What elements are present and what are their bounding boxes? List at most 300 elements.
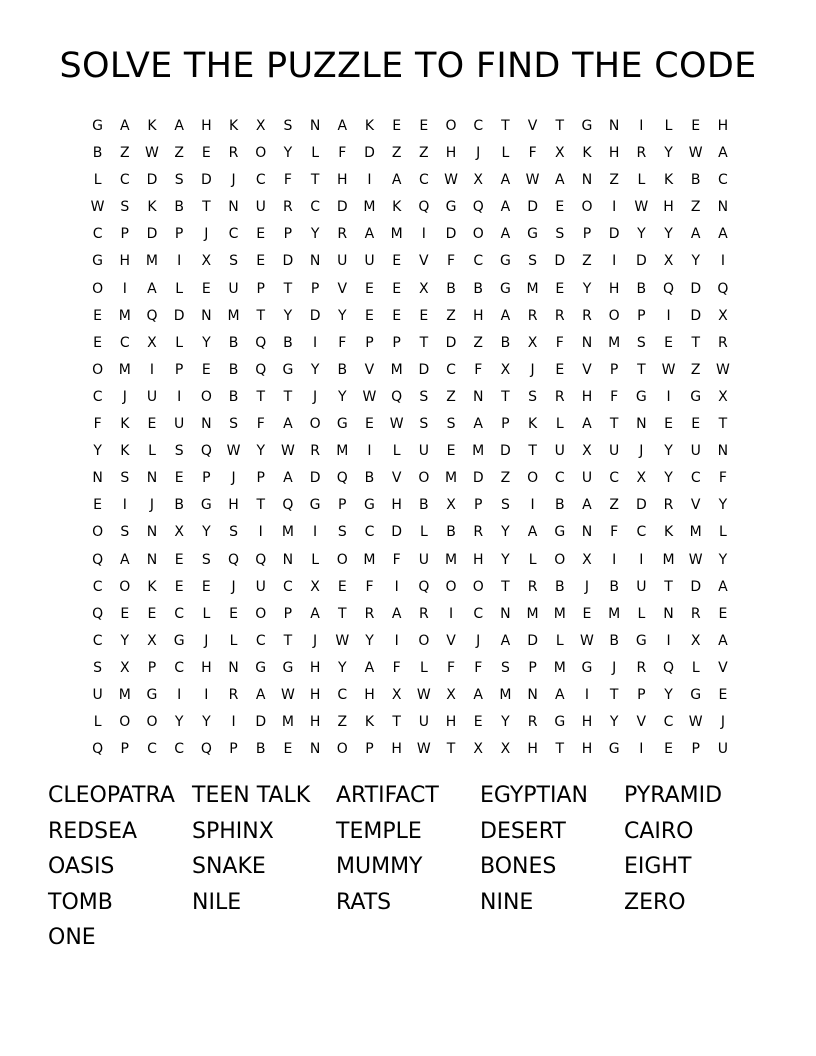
grid-letter[interactable]: J [612, 659, 617, 676]
grid-letter[interactable]: E [446, 443, 456, 460]
grid-letter[interactable]: O [200, 388, 212, 405]
grid-letter[interactable]: X [119, 659, 130, 676]
grid-letter[interactable]: L [93, 172, 102, 189]
grid-letter[interactable]: V [690, 497, 701, 514]
grid-letter[interactable]: G [309, 497, 321, 514]
grid-letter[interactable]: Q [418, 578, 430, 595]
grid-letter[interactable]: W [416, 741, 431, 758]
grid-letter[interactable]: P [637, 686, 646, 703]
grid-letter[interactable]: Z [582, 253, 592, 270]
grid-letter[interactable]: L [419, 524, 428, 541]
grid-letter[interactable]: U [581, 470, 593, 487]
grid-letter[interactable]: Y [338, 388, 347, 405]
grid-letter[interactable]: I [258, 524, 263, 541]
grid-letter[interactable]: F [528, 145, 537, 162]
grid-letter[interactable]: B [473, 280, 484, 297]
grid-letter[interactable]: L [555, 632, 564, 649]
grid-letter[interactable]: R [690, 605, 701, 622]
grid-letter[interactable]: M [363, 551, 376, 568]
grid-letter[interactable]: P [473, 497, 483, 514]
grid-letter[interactable]: F [392, 659, 401, 676]
grid-letter[interactable]: P [392, 334, 401, 351]
grid-letter[interactable]: L [311, 145, 319, 162]
grid-letter[interactable]: H [608, 280, 620, 297]
grid-letter[interactable]: E [229, 605, 238, 622]
grid-letter[interactable]: K [120, 416, 130, 433]
grid-letter[interactable]: L [528, 551, 537, 568]
grid-letter[interactable]: Y [283, 145, 293, 162]
grid-letter[interactable]: Z [690, 199, 701, 216]
grid-letter[interactable]: M [118, 361, 131, 378]
grid-letter[interactable]: I [177, 253, 182, 270]
grid-letter[interactable]: S [636, 334, 646, 351]
grid-letter[interactable]: R [310, 443, 320, 460]
grid-letter[interactable]: W [580, 632, 594, 649]
grid-letter[interactable]: X [500, 361, 511, 378]
grid-letter[interactable]: H [309, 714, 321, 731]
grid-letter[interactable]: D [635, 497, 647, 514]
grid-letter[interactable]: C [228, 226, 239, 243]
grid-letter[interactable]: A [119, 551, 130, 568]
grid-letter[interactable]: M [608, 334, 621, 351]
grid-letter[interactable]: C [718, 172, 728, 189]
grid-letter[interactable]: M [526, 605, 539, 622]
grid-letter[interactable]: D [200, 172, 212, 189]
grid-letter[interactable]: R [364, 605, 375, 622]
grid-letter[interactable]: Z [473, 334, 484, 351]
grid-letter[interactable]: C [418, 172, 429, 189]
grid-letter[interactable]: N [282, 551, 294, 568]
grid-letter[interactable]: T [392, 714, 401, 731]
grid-letter[interactable]: W [688, 551, 703, 568]
grid-letter[interactable]: C [92, 388, 103, 405]
grid-letter[interactable]: B [228, 361, 239, 378]
grid-letter[interactable]: N [527, 686, 538, 703]
grid-letter[interactable]: T [256, 307, 265, 324]
grid-letter[interactable]: T [256, 497, 265, 514]
grid-letter[interactable]: U [418, 714, 429, 731]
grid-letter[interactable]: P [365, 741, 374, 758]
grid-letter[interactable]: Q [282, 497, 294, 514]
grid-letter[interactable]: I [122, 497, 127, 514]
grid-letter[interactable]: C [337, 686, 348, 703]
grid-letter[interactable]: O [418, 470, 430, 487]
grid-letter[interactable]: S [120, 470, 130, 487]
grid-letter[interactable]: A [718, 226, 728, 243]
grid-letter[interactable]: V [582, 361, 592, 378]
grid-letter[interactable]: R [418, 605, 429, 622]
grid-letter[interactable]: V [391, 470, 402, 487]
grid-letter[interactable]: F [365, 578, 374, 595]
grid-letter[interactable]: U [418, 551, 429, 568]
grid-letter[interactable]: N [500, 605, 511, 622]
grid-letter[interactable]: A [473, 686, 483, 703]
grid-letter[interactable]: P [310, 280, 320, 297]
grid-letter[interactable]: D [364, 145, 375, 162]
grid-letter[interactable]: D [445, 334, 457, 351]
grid-letter[interactable]: X [147, 632, 157, 649]
grid-letter[interactable]: B [609, 632, 619, 649]
grid-letter[interactable]: C [446, 361, 456, 378]
grid-letter[interactable]: N [472, 388, 484, 405]
grid-letter[interactable]: P [174, 361, 184, 378]
grid-letter[interactable]: G [173, 632, 185, 649]
grid-letter[interactable]: G [146, 686, 158, 703]
grid-letter[interactable]: L [637, 605, 646, 622]
grid-letter[interactable]: H [581, 741, 593, 758]
grid-letter[interactable]: T [691, 334, 700, 351]
grid-letter[interactable]: E [664, 416, 673, 433]
grid-letter[interactable]: Y [202, 334, 211, 351]
grid-letter[interactable]: O [146, 714, 158, 731]
grid-letter[interactable]: S [500, 659, 510, 676]
grid-letter[interactable]: H [608, 145, 620, 162]
grid-letter[interactable]: R [473, 524, 484, 541]
grid-letter[interactable]: K [392, 199, 402, 216]
grid-letter[interactable]: B [255, 741, 266, 758]
grid-letter[interactable]: D [472, 470, 484, 487]
grid-letter[interactable]: M [444, 470, 458, 487]
grid-letter[interactable]: A [283, 470, 293, 487]
grid-letter[interactable]: O [255, 145, 267, 162]
grid-letter[interactable]: H [472, 551, 484, 568]
grid-letter[interactable]: D [255, 714, 267, 731]
grid-letter[interactable]: U [337, 253, 348, 270]
grid-letter[interactable]: K [147, 199, 157, 216]
grid-letter[interactable]: E [174, 551, 184, 568]
grid-letter[interactable]: H [581, 388, 593, 405]
grid-letter[interactable]: E [664, 334, 673, 351]
grid-letter[interactable]: T [555, 741, 565, 758]
grid-letter[interactable]: A [500, 172, 511, 189]
grid-letter[interactable]: Z [337, 714, 348, 731]
grid-letter[interactable]: M [499, 686, 512, 703]
grid-letter[interactable]: X [147, 334, 157, 351]
grid-letter[interactable]: C [174, 605, 185, 622]
grid-letter[interactable]: C [283, 578, 293, 595]
grid-letter[interactable]: N [228, 659, 239, 676]
grid-letter[interactable]: L [664, 118, 673, 134]
grid-letter[interactable]: V [527, 118, 538, 134]
grid-letter[interactable]: P [283, 605, 293, 622]
grid-letter[interactable]: T [202, 199, 211, 216]
grid-letter[interactable]: P [637, 307, 646, 324]
grid-letter[interactable]: V [337, 280, 348, 297]
grid-letter[interactable]: Y [664, 226, 673, 243]
grid-letter[interactable]: K [663, 172, 674, 189]
grid-letter[interactable]: J [231, 172, 236, 189]
grid-letter[interactable]: G [200, 497, 212, 514]
grid-letter[interactable]: F [338, 145, 347, 162]
grid-letter[interactable]: A [554, 172, 565, 189]
grid-letter[interactable]: N [309, 741, 321, 758]
grid-letter[interactable]: Y [93, 443, 102, 460]
grid-letter[interactable]: F [447, 253, 456, 270]
grid-letter[interactable]: E [174, 578, 184, 595]
grid-letter[interactable]: F [283, 172, 292, 189]
grid-letter[interactable]: L [311, 551, 319, 568]
grid-letter[interactable]: E [392, 118, 402, 134]
grid-letter[interactable]: Q [255, 551, 267, 568]
grid-letter[interactable]: R [554, 307, 565, 324]
grid-letter[interactable]: G [690, 388, 702, 405]
grid-letter[interactable]: J [530, 361, 535, 378]
grid-letter[interactable]: Y [501, 551, 510, 568]
grid-letter[interactable]: U [636, 578, 647, 595]
grid-letter[interactable]: Y [718, 497, 728, 514]
grid-letter[interactable]: U [609, 443, 620, 460]
grid-letter[interactable]: H [309, 659, 321, 676]
grid-letter[interactable]: Z [446, 388, 456, 405]
grid-letter[interactable]: D [690, 307, 702, 324]
grid-letter[interactable]: Y [664, 470, 673, 487]
grid-letter[interactable]: H [391, 741, 402, 758]
grid-letter[interactable]: X [582, 443, 592, 460]
grid-letter[interactable]: I [720, 253, 725, 270]
grid-letter[interactable]: O [92, 361, 104, 378]
grid-letter[interactable]: M [472, 443, 485, 460]
grid-letter[interactable]: P [147, 659, 157, 676]
grid-letter[interactable]: S [446, 416, 456, 433]
grid-letter[interactable]: T [609, 686, 619, 703]
grid-letter[interactable]: C [663, 714, 674, 731]
grid-letter[interactable]: H [391, 497, 402, 514]
grid-letter[interactable]: P [202, 470, 211, 487]
grid-letter[interactable]: M [553, 659, 566, 676]
grid-letter[interactable]: P [174, 226, 184, 243]
grid-letter[interactable]: E [392, 307, 402, 324]
grid-letter[interactable]: C [174, 659, 185, 676]
grid-letter[interactable]: D [173, 307, 185, 324]
grid-letter[interactable]: W [715, 361, 730, 378]
grid-letter[interactable]: I [313, 334, 318, 351]
grid-letter[interactable]: Y [718, 551, 728, 568]
grid-letter[interactable]: S [500, 497, 510, 514]
grid-letter[interactable]: M [145, 253, 159, 270]
grid-letter[interactable]: Q [418, 199, 430, 216]
grid-letter[interactable]: X [636, 470, 647, 487]
grid-letter[interactable]: Z [609, 172, 619, 189]
grid-letter[interactable]: N [663, 605, 674, 622]
grid-letter[interactable]: N [201, 416, 212, 433]
grid-letter[interactable]: J [204, 632, 209, 649]
grid-letter[interactable]: L [392, 443, 401, 460]
grid-letter[interactable]: U [418, 443, 429, 460]
grid-letter[interactable]: X [718, 307, 728, 324]
grid-letter[interactable]: Q [92, 605, 104, 622]
grid-letter[interactable]: P [256, 280, 265, 297]
grid-letter[interactable]: C [473, 253, 484, 270]
grid-letter[interactable]: Q [472, 199, 484, 216]
grid-letter[interactable]: Y [365, 632, 374, 649]
grid-letter[interactable]: A [391, 605, 402, 622]
grid-letter[interactable]: X [718, 388, 728, 405]
grid-letter[interactable]: A [500, 307, 511, 324]
grid-letter[interactable]: Y [582, 280, 592, 297]
grid-letter[interactable]: T [718, 416, 728, 433]
grid-letter[interactable]: Y [202, 524, 211, 541]
grid-letter[interactable]: L [419, 659, 428, 676]
grid-letter[interactable]: K [364, 714, 375, 731]
grid-letter[interactable]: Y [664, 443, 673, 460]
grid-letter[interactable]: Z [119, 145, 130, 162]
grid-letter[interactable]: I [612, 199, 617, 216]
grid-letter[interactable]: I [394, 632, 399, 649]
grid-letter[interactable]: H [337, 172, 348, 189]
grid-letter[interactable]: Y [120, 632, 130, 649]
grid-letter[interactable]: T [256, 388, 265, 405]
grid-letter[interactable]: P [609, 361, 619, 378]
grid-letter[interactable]: G [527, 226, 539, 243]
grid-letter[interactable]: M [662, 551, 675, 568]
grid-letter[interactable]: T [310, 172, 320, 189]
grid-letter[interactable]: S [120, 199, 130, 216]
grid-letter[interactable]: I [421, 226, 426, 243]
grid-letter[interactable]: W [335, 632, 350, 649]
grid-letter[interactable]: O [92, 280, 104, 297]
grid-letter[interactable]: A [364, 226, 375, 243]
grid-letter[interactable]: J [476, 632, 481, 649]
grid-letter[interactable]: A [690, 226, 701, 243]
grid-letter[interactable]: B [554, 578, 565, 595]
grid-letter[interactable]: T [419, 334, 429, 351]
grid-letter[interactable]: L [691, 659, 700, 676]
grid-letter[interactable]: W [362, 388, 377, 405]
grid-letter[interactable]: D [309, 307, 321, 324]
grid-letter[interactable]: F [392, 551, 401, 568]
grid-letter[interactable]: T [637, 361, 646, 378]
grid-letter[interactable]: E [365, 416, 374, 433]
grid-letter[interactable]: M [553, 605, 566, 622]
grid-letter[interactable]: S [93, 659, 103, 676]
grid-letter[interactable]: S [120, 524, 130, 541]
grid-letter[interactable]: G [336, 416, 348, 433]
grid-letter[interactable]: S [229, 524, 238, 541]
grid-letter[interactable]: R [527, 307, 538, 324]
grid-letter[interactable]: U [255, 578, 266, 595]
grid-letter[interactable]: X [446, 686, 456, 703]
grid-letter[interactable]: X [690, 632, 701, 649]
grid-letter[interactable]: R [636, 659, 647, 676]
grid-letter[interactable]: S [174, 443, 184, 460]
grid-letter[interactable]: J [231, 578, 236, 595]
grid-letter[interactable]: E [93, 497, 103, 514]
grid-letter[interactable]: W [90, 199, 105, 216]
grid-letter[interactable]: N [717, 199, 729, 216]
grid-letter[interactable]: C [690, 470, 701, 487]
grid-letter[interactable]: V [446, 632, 456, 649]
grid-letter[interactable]: D [336, 199, 348, 216]
grid-letter[interactable]: N [717, 443, 729, 460]
grid-letter[interactable]: O [554, 551, 566, 568]
grid-letter[interactable]: I [612, 551, 617, 568]
grid-letter[interactable]: R [228, 145, 239, 162]
grid-letter[interactable]: D [690, 578, 702, 595]
grid-letter[interactable]: I [639, 118, 644, 134]
grid-letter[interactable]: J [231, 470, 236, 487]
grid-letter[interactable]: I [177, 686, 182, 703]
grid-letter[interactable]: Y [609, 714, 619, 731]
grid-letter[interactable]: A [147, 280, 157, 297]
grid-letter[interactable]: A [500, 632, 511, 649]
grid-letter[interactable]: E [147, 605, 157, 622]
grid-letter[interactable]: A [119, 118, 130, 134]
grid-letter[interactable]: S [229, 416, 238, 433]
grid-letter[interactable]: W [280, 686, 295, 703]
grid-letter[interactable]: Q [228, 551, 240, 568]
grid-letter[interactable]: R [283, 199, 293, 216]
grid-letter[interactable]: Y [202, 714, 211, 731]
grid-letter[interactable]: Y [501, 714, 510, 731]
grid-letter[interactable]: J [204, 226, 209, 243]
grid-letter[interactable]: C [92, 226, 103, 243]
grid-letter[interactable]: M [689, 524, 702, 541]
grid-letter[interactable]: C [255, 632, 266, 649]
grid-letter[interactable]: C [554, 470, 565, 487]
grid-letter[interactable]: E [691, 416, 701, 433]
grid-letter[interactable]: N [608, 118, 620, 134]
grid-letter[interactable]: U [92, 686, 103, 703]
grid-letter[interactable]: F [93, 416, 102, 433]
grid-letter[interactable]: K [663, 524, 674, 541]
grid-letter[interactable]: H [119, 253, 131, 270]
grid-letter[interactable]: B [92, 145, 103, 162]
grid-letter[interactable]: X [663, 253, 674, 270]
grid-letter[interactable]: G [635, 632, 647, 649]
grid-letter[interactable]: C [609, 470, 620, 487]
grid-letter[interactable]: P [691, 741, 700, 758]
grid-letter[interactable]: R [527, 714, 538, 731]
grid-letter[interactable]: D [500, 443, 511, 460]
grid-letter[interactable]: Z [446, 307, 456, 324]
grid-letter[interactable]: E [201, 145, 211, 162]
grid-letter[interactable]: Y [174, 714, 184, 731]
grid-letter[interactable]: H [364, 686, 375, 703]
grid-letter[interactable]: I [448, 605, 454, 622]
grid-letter[interactable]: A [527, 524, 538, 541]
grid-letter[interactable]: M [390, 361, 403, 378]
grid-letter[interactable]: C [255, 172, 266, 189]
grid-letter[interactable]: C [147, 741, 157, 758]
grid-letter[interactable]: G [92, 118, 104, 134]
grid-letter[interactable]: Q [200, 443, 212, 460]
grid-letter[interactable]: Y [637, 226, 646, 243]
grid-letter[interactable]: H [472, 307, 484, 324]
grid-letter[interactable]: X [582, 551, 592, 568]
grid-letter[interactable]: H [527, 741, 538, 758]
grid-letter[interactable]: I [177, 388, 182, 405]
grid-letter[interactable]: G [499, 280, 511, 297]
grid-letter[interactable]: D [608, 226, 620, 243]
grid-letter[interactable]: E [201, 578, 211, 595]
grid-letter[interactable]: K [582, 145, 592, 162]
grid-letter[interactable]: A [582, 416, 592, 433]
grid-letter[interactable]: F [256, 416, 265, 433]
grid-letter[interactable]: O [418, 632, 430, 649]
grid-letter[interactable]: S [229, 253, 238, 270]
grid-letter[interactable]: J [149, 497, 155, 514]
grid-letter[interactable]: S [337, 524, 347, 541]
grid-letter[interactable]: Q [92, 551, 104, 568]
grid-letter[interactable]: K [147, 578, 157, 595]
grid-letter[interactable]: T [338, 605, 347, 622]
grid-letter[interactable]: F [718, 470, 727, 487]
grid-letter[interactable]: V [364, 361, 375, 378]
grid-letter[interactable]: N [309, 253, 321, 270]
grid-letter[interactable]: I [122, 280, 127, 297]
grid-letter[interactable]: S [283, 118, 293, 134]
grid-letter[interactable]: W [525, 172, 540, 189]
